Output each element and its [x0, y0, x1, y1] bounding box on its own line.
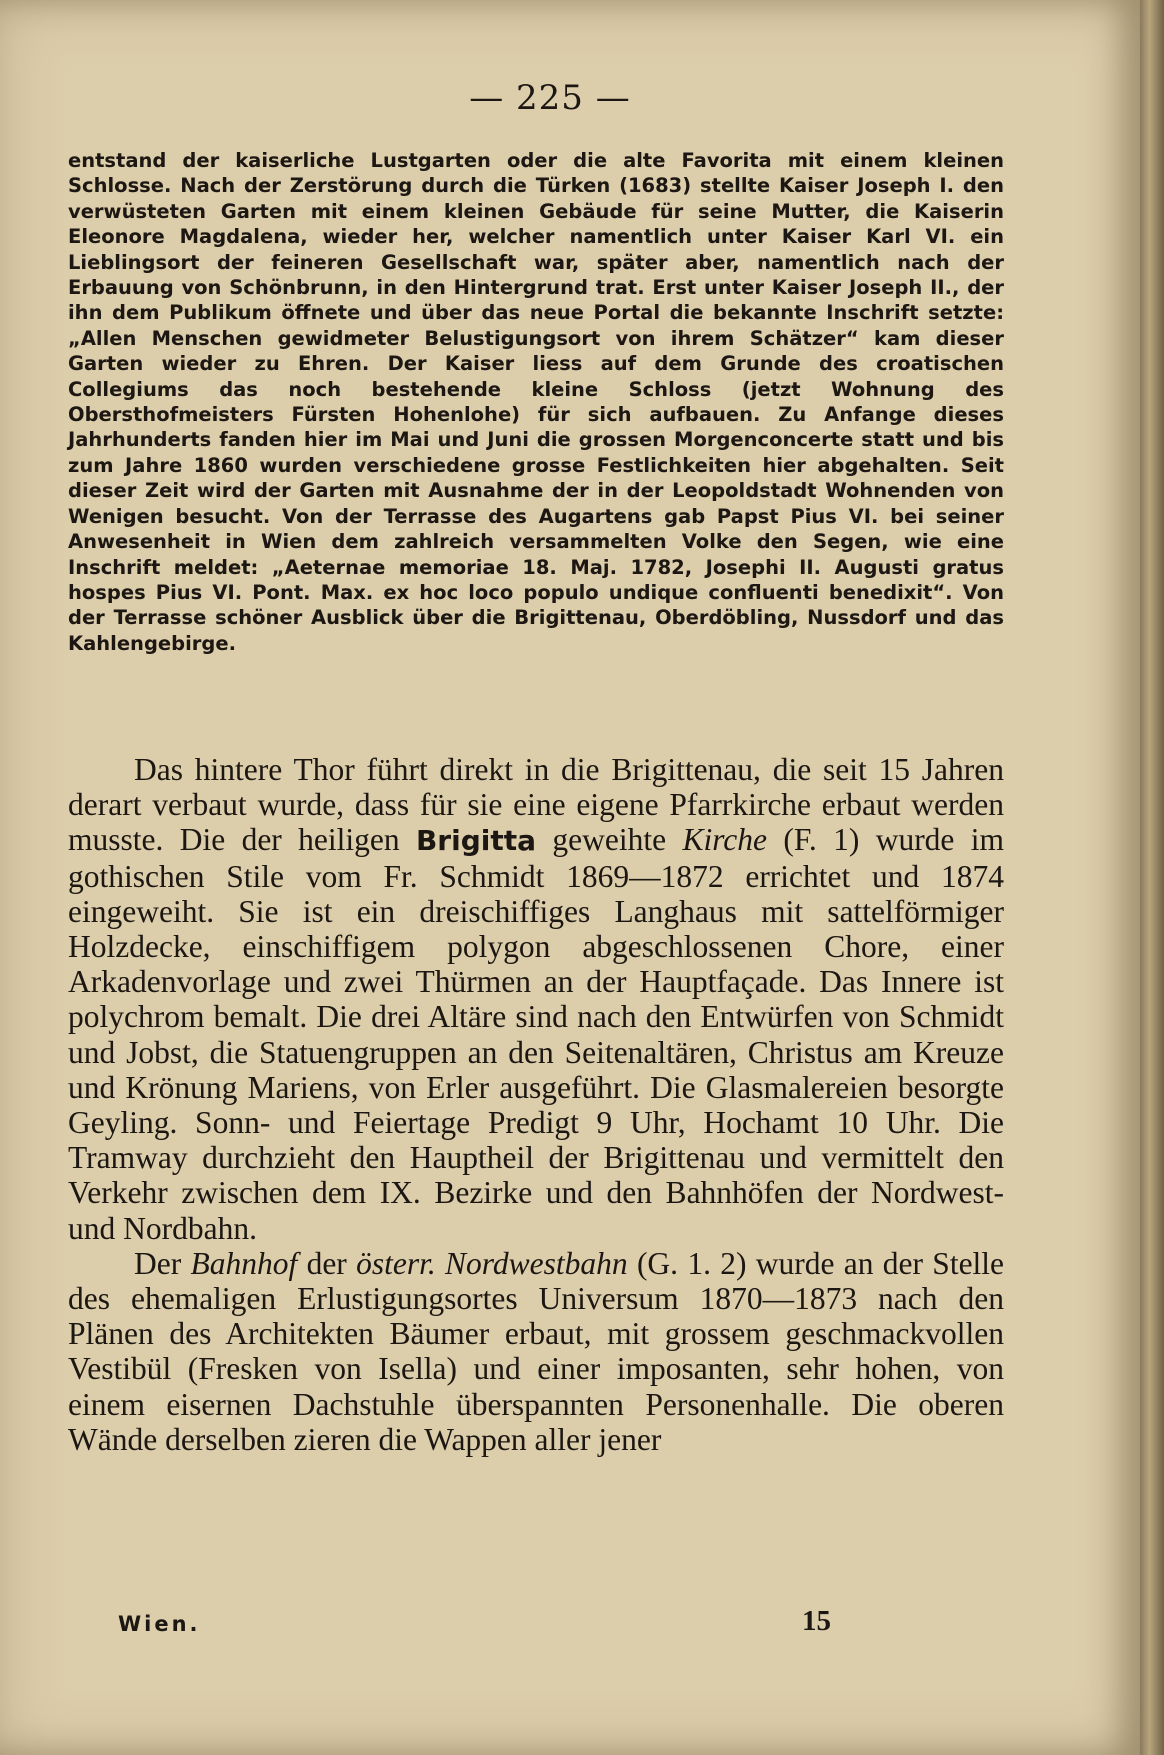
book-spine-edge: [1140, 0, 1164, 1755]
para1-text-c: (F. 1) wurde im gothischen Stile vom Fr. Schmidt 1869—1872 errichtet und 1874 eingeweiht. Sie ist ein dreischiffiges Langhaus mit sattelförmiger Holzdecke, einschiffigem polygon abgeschlossenen Chore, einer Arkadenvorlage und zwei Thürmen an der Hauptfaçade. Das Innere ist polychrom bemalt. Die drei Altäre sind nach den Entwürfen von Schmidt und Jobst, die Statuengruppen an den Seitenaltären, Christus am Kreuze und Krönung Mariens, von Erler ausgeführt. Die Glasmalereien besorgte Geyling. Sonn- und Feiertage Predigt 9 Uhr, Hochamt 10 Uhr. Die Tramway durchzieht den Hauptheil der Brigittenau und vermittelt den Verkehr zwischen dem IX. Bezirke und den Bahnhöfen der Nordwest- und Nordbahn.: [68, 822, 1005, 1246]
small-print-text: entstand der kaiserliche Lustgarten oder die alte Favorita mit einem kleinen Schlosse. Nach der Zerstörung durch die Türken (1683) stellte Kaiser Joseph I. den verwüsteten Garten mit einem kleinen Gebäude für seine Mutter, die Kaiserin Eleonore Magdalena, wieder her, welcher namentlich unter Kaiser Karl VI. ein Lieblingsort der feineren Gesellschaft war, später aber, namentlich nach der Erbauung von Schönbrunn, in den Hintergrund trat. Erst unter Kaiser Joseph II., der ihn dem Publikum öffnete und über das neue Portal die bekannte Inschrift setzte: „Allen Menschen gewidmeter Belustigungsort von ihrem Schätzer“ kam dieser Garten wieder zu Ehren. Der Kaiser liess auf dem Grunde des croatischen Collegiums das noch bestehende kleine Schloss (jetzt Wohnung des Obersthofmeisters Fürsten Hohenlohe) für sich aufbauen. Zu Anfange dieses Jahrhunderts fanden hier im Mai und Juni die grossen Morgenconcerte statt und bis zum Jahre 1860 wurden verschiedene grosse Festlichkeiten hier abgehalten. Seit dieser Zeit wird der Garten mit Ausnahme der in der Leopoldstadt Wohnenden von Wenigen besucht. Von der Terrasse des Augartens gab Papst Pius VI. bei seiner Anwesenheit in Wien dem zahlreich versammelten Volke den Segen, wie eine Inschrift meldet: „Aeternae memoriae 18. Maj. 1782, Josephi II. Augusti gratus hospes Pius VI. Pont. Max. ex hoc loco populo undique confluenti benedixit“. Von der Terrasse schöner Ausblick über die Brigittenau, Oberdöbling, Nussdorf und das Kahlengebirge.: [68, 149, 1004, 655]
para1-italic-kirche: Kirche: [682, 822, 768, 858]
footer-signature-number: 15: [802, 1605, 831, 1637]
paragraph-brigittenau: [68, 752, 1004, 1246]
main-text: [68, 752, 1004, 1457]
para1-text-b: geweihte: [552, 822, 667, 858]
small-print-paragraph: [68, 148, 1004, 656]
para1-bold-brigitta: Brigitta: [415, 824, 537, 858]
para2-italic-bahnhof: Bahnhof: [190, 1245, 298, 1281]
para2-text-a: Der: [134, 1245, 182, 1281]
para2-text-c: (G. 1. 2) wurde an der Stelle des ehemaligen Erlustigungsortes Universum 1870—1873 nach den Plänen des Architekten Bäumer erbaut, mit grossem geschmackvollen Vestibül (Fresken von Isella) und einer imposanten, sehr hohen, von einem eisernen Dachstuhle überspannten Personenhalle. Die oberen Wände derselben zieren die Wappen aller jener: [68, 1245, 1005, 1457]
para2-text-b: der: [306, 1245, 347, 1281]
page-number-header: — 225 —: [469, 78, 631, 118]
paragraph-nordwestbahn: [68, 1246, 1004, 1457]
para2-italic-nordwestbahn: österr. Nordwestbahn: [356, 1245, 628, 1281]
para1-text-a: Das hintere Thor führt direkt in die Brigittenau, die seit 15 Jahren derart verbaut wurde, dass für sie eine eigene Pfarrkirche erbaut werden musste. Die der heiligen: [68, 752, 1004, 858]
footer-signature-wien: Wien.: [118, 1612, 201, 1636]
